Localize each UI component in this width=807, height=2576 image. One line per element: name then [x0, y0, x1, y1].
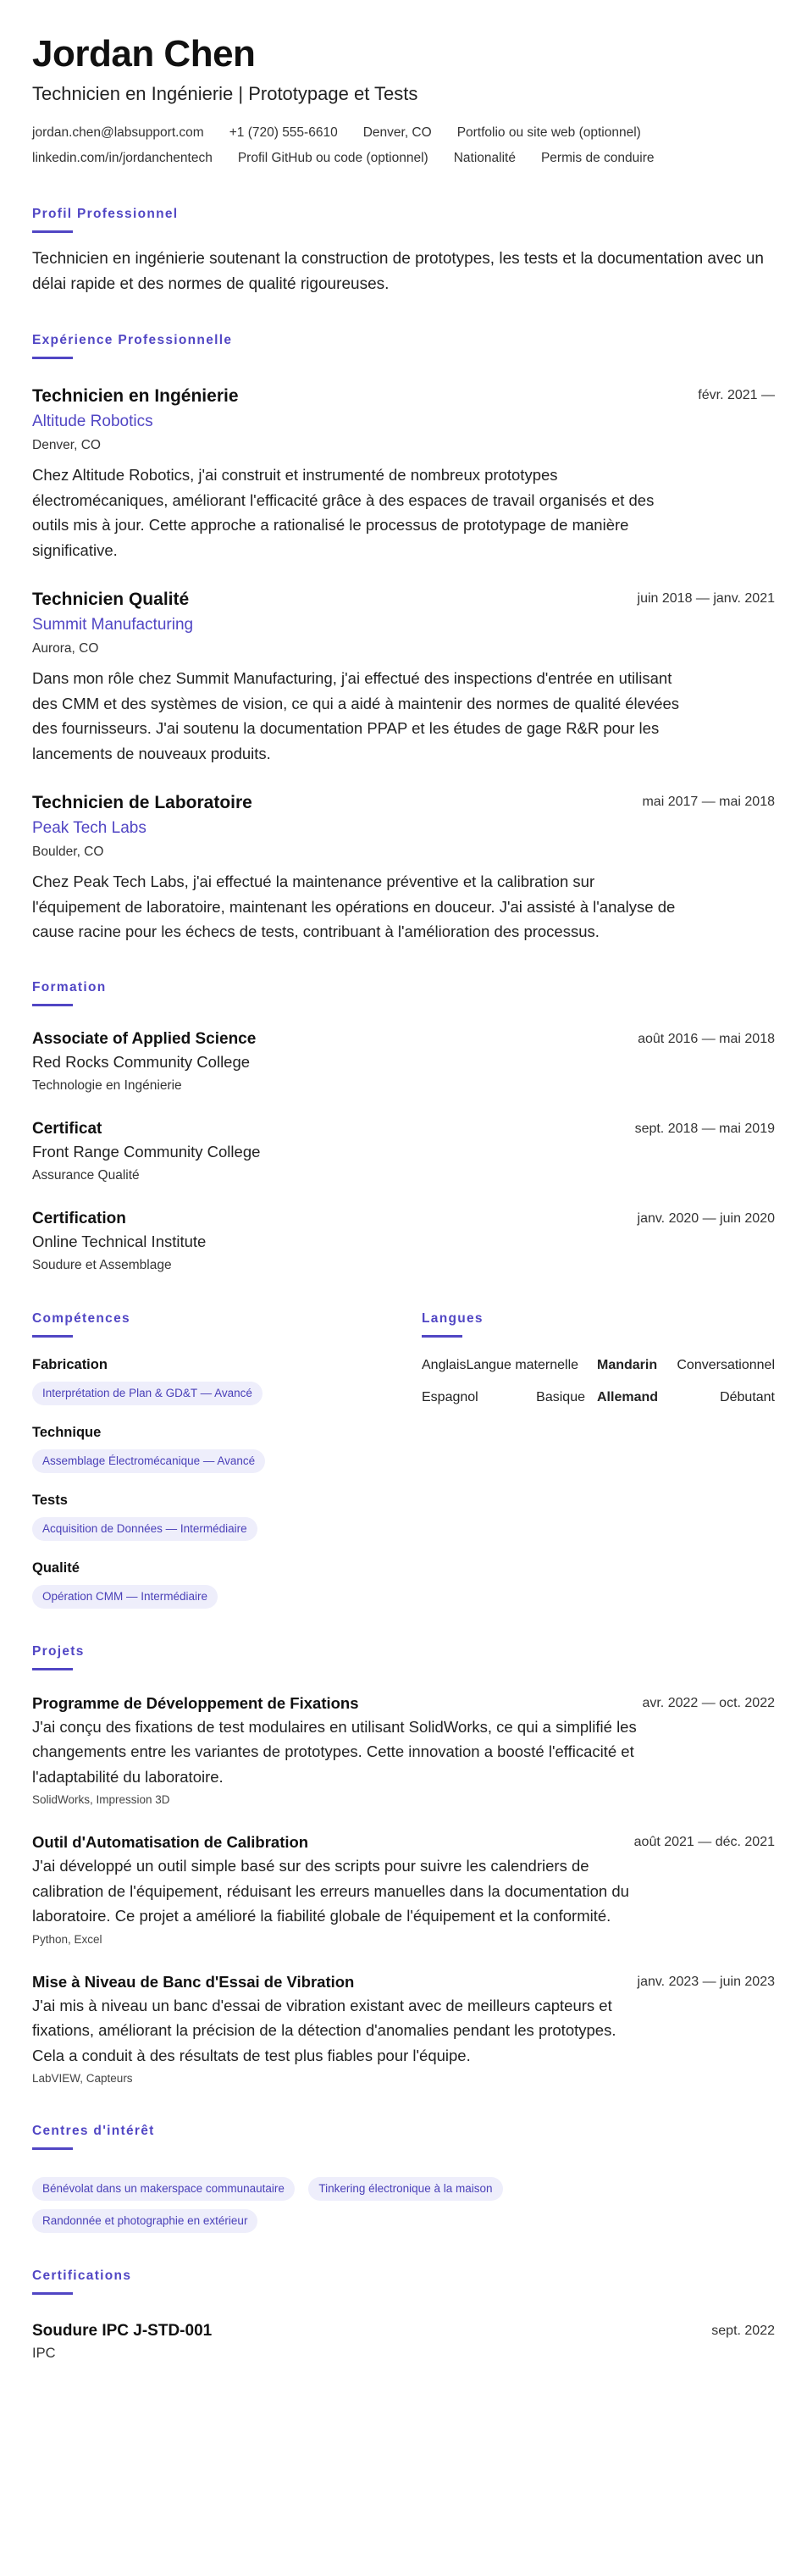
education-dates: sept. 2018 — mai 2019: [634, 1121, 775, 1136]
skill-group-title: Technique: [32, 1424, 102, 1440]
education-degree: Certificat: [32, 1119, 102, 1138]
section-divider: [32, 1004, 73, 1006]
section-divider: [32, 1335, 73, 1338]
skill-group-title: Qualité: [32, 1559, 80, 1576]
language-level: Débutant: [720, 1389, 775, 1404]
project-dates: août 2021 — déc. 2021: [633, 1835, 775, 1849]
section-title: Profil Professionnel: [32, 207, 179, 221]
certification-issuer: IPC: [32, 2346, 56, 2361]
projects-section: [32, 1643, 775, 2089]
profile-summary: Technicien en ingénierie soutenant la construction de prototypes, les tests et la documentation avec un délai rapide et des normes de qualité rigoureuses.: [32, 250, 764, 293]
language-item: [597, 1356, 775, 1375]
project-item: [32, 1971, 775, 2089]
language-name: Anglais: [422, 1357, 467, 1372]
candidate-headline: Technicien en Ingénierie | Prototypage et Tests: [32, 83, 418, 104]
project-name: Programme de Développement de Fixations: [32, 1693, 359, 1712]
project-name: Mise à Niveau de Banc d'Essai de Vibration: [32, 1972, 355, 1991]
job-location: Aurora, CO: [32, 641, 99, 656]
section-title: Compétences: [32, 1310, 130, 1326]
project-dates: avr. 2022 — oct. 2022: [642, 1695, 775, 1710]
experience-item: [32, 791, 775, 945]
education-item: [32, 1118, 775, 1186]
project-item: [32, 1831, 775, 1949]
section-title: Langues: [422, 1310, 484, 1326]
education-field: Soudure et Assemblage: [32, 1257, 172, 1272]
project-tech: Python, Excel: [32, 1932, 102, 1946]
skills-section: [32, 1310, 422, 1609]
education-dates: août 2016 — mai 2018: [638, 1031, 775, 1046]
skill-group-title: Fabrication: [32, 1356, 108, 1372]
education-school: Red Rocks Community College: [32, 1052, 251, 1071]
job-title: Technicien en Ingénierie: [32, 386, 239, 406]
certification-item: [32, 2320, 775, 2364]
language-level: Basique: [536, 1389, 585, 1404]
section-title: Certifications: [32, 2269, 132, 2283]
skill-group-title: Tests: [32, 1492, 68, 1508]
section-divider: [32, 1668, 73, 1670]
skills-languages-row: [32, 1310, 775, 1609]
education-degree: Certification: [32, 1209, 126, 1227]
contact-phone[interactable]: +1 (720) 555-6610: [229, 125, 338, 140]
project-dates: janv. 2023 — juin 2023: [637, 1974, 775, 1989]
candidate-name: Jordan Chen: [32, 33, 256, 75]
project-description: J'ai développé un outil simple basé sur des scripts pour suivre les calendriers de calibration de l'équipement, réduisant les erreurs manuelles dans la documentation du laboratoire. Ce projet a amélioré la fiabilité globale de l'équipement et la conformité.: [32, 1857, 629, 1925]
language-name: Allemand: [597, 1389, 659, 1404]
job-title: Technicien Qualité: [32, 590, 190, 609]
languages-section: [422, 1310, 775, 1609]
contact-github[interactable]: Profil GitHub ou code (optionnel): [237, 151, 428, 165]
project-name: Outil d'Automatisation de Calibration: [32, 1833, 309, 1851]
job-company: Peak Tech Labs: [32, 819, 146, 837]
job-dates: févr. 2021 —: [698, 388, 775, 402]
skill-group: [32, 1490, 422, 1541]
skill-pill: Interprétation de Plan & GD&T — Avancé: [32, 1382, 263, 1405]
project-tech: LabVIEW, Capteurs: [32, 2072, 133, 2085]
language-name: Mandarin: [597, 1357, 658, 1372]
section-title: Expérience Professionnelle: [32, 333, 233, 347]
interest-pill: Bénévolat dans un makerspace communautaire: [32, 2177, 295, 2201]
language-level: Conversationnel: [677, 1357, 775, 1372]
job-location: Denver, CO: [32, 438, 101, 452]
certifications-section: [32, 2267, 775, 2364]
section-divider: [422, 1335, 462, 1338]
job-description: Chez Peak Tech Labs, j'ai effectué la maintenance préventive et la calibration sur l'équipement de laboratoire, maintenant les opérations en douceur. J'ai assisté à l'analyse de cause racine pour les échecs de tests, contribuant à l'amélioration des processus.: [32, 873, 676, 940]
interest-list: [32, 2169, 625, 2233]
language-item: [597, 1388, 775, 1407]
project-description: J'ai conçu des fixations de test modulaires en utilisant SolidWorks, ce qui a simplifié les changements entre les variantes de prototypes. Cette innovation a boosté l'efficacité et l'adaptabilité du laboratoire.: [32, 1717, 637, 1786]
skill-pill: Acquisition de Données — Intermédiaire: [32, 1517, 257, 1541]
skill-group: [32, 1558, 422, 1609]
resume-header: [32, 32, 775, 171]
section-title: Formation: [32, 979, 107, 994]
project-tech: SolidWorks, Impression 3D: [32, 1793, 170, 1806]
education-field: Assurance Qualité: [32, 1167, 140, 1183]
education-school: Front Range Community College: [32, 1142, 261, 1161]
contact-portfolio[interactable]: Portfolio ou site web (optionnel): [456, 125, 641, 140]
experience-item: [32, 588, 775, 766]
certification-date: sept. 2022: [711, 2324, 775, 2338]
job-dates: mai 2017 — mai 2018: [642, 795, 775, 809]
language-name: Espagnol: [422, 1389, 478, 1404]
education-section: [32, 978, 775, 1276]
contact-location: Denver, CO: [362, 125, 432, 140]
job-dates: juin 2018 — janv. 2021: [637, 591, 775, 606]
education-school: Online Technical Institute: [32, 1232, 207, 1250]
language-list: [422, 1356, 775, 1407]
interests-section: [32, 2122, 775, 2233]
language-item: [422, 1356, 597, 1375]
job-company: Altitude Robotics: [32, 413, 153, 430]
contact-driving-license: Permis de conduire: [540, 151, 655, 165]
skill-group: [32, 1422, 422, 1473]
language-item: [422, 1388, 597, 1407]
project-description: J'ai mis à niveau un banc d'essai de vibration existant avec de meilleurs capteurs et fixations, améliorant la précision de la détection d'anomalies pendant les prototypes. Cela a conduit à des résultats de test plus fiables pour l'équipe.: [32, 1996, 616, 2064]
section-title: Projets: [32, 1643, 85, 1659]
education-item: [32, 1028, 775, 1096]
contact-linkedin[interactable]: linkedin.com/in/jordanchentech: [32, 151, 213, 165]
skill-pill: Opération CMM — Intermédiaire: [32, 1585, 218, 1609]
contact-email[interactable]: jordan.chen@labsupport.com: [32, 125, 204, 140]
experience-section: [32, 331, 775, 945]
education-field: Technologie en Ingénierie: [32, 1077, 182, 1093]
job-company: Summit Manufacturing: [32, 616, 194, 634]
education-degree: Associate of Applied Science: [32, 1029, 257, 1048]
skill-pill: Assemblage Électromécanique — Avancé: [32, 1449, 265, 1473]
section-divider: [32, 2292, 73, 2295]
section-divider: [32, 2147, 73, 2150]
language-level: Langue maternelle: [466, 1357, 579, 1372]
contact-nationality: Nationalité: [453, 151, 516, 165]
profile-section: [32, 205, 775, 297]
experience-item: [32, 385, 775, 562]
education-dates: janv. 2020 — juin 2020: [637, 1210, 775, 1226]
project-item: [32, 1692, 775, 1810]
skill-group: [32, 1354, 422, 1405]
section-divider: [32, 357, 73, 359]
section-title: Centres d'intérêt: [32, 2124, 155, 2138]
contact-list: [32, 120, 760, 171]
job-description: Chez Altitude Robotics, j'ai construit et instrumenté de nombreux prototypes électromécaniques, améliorant l'efficacité grâce à des espaces de travail organisés et des outils mis à jour. Cette approche a rationalisé le processus de prototypage de manière significative.: [32, 466, 655, 559]
certification-name: Soudure IPC J-STD-001: [32, 2322, 213, 2340]
section-divider: [32, 230, 73, 233]
interest-pill: Randonnée et photographie en extérieur: [32, 2209, 257, 2233]
interest-pill: Tinkering électronique à la maison: [308, 2177, 502, 2201]
job-description: Dans mon rôle chez Summit Manufacturing, j'ai effectué des inspections d'entrée en utilisant des CMM et des systèmes de vision, ce qui a aidé à maintenir des normes de qualité élevées des fournisseurs. J'ai soutenu la documentation PPAP et les études de gage R&R pour les lancements de nouveaux produits.: [32, 669, 680, 762]
education-item: [32, 1208, 775, 1276]
job-title: Technicien de Laboratoire: [32, 793, 252, 812]
job-location: Boulder, CO: [32, 845, 104, 859]
